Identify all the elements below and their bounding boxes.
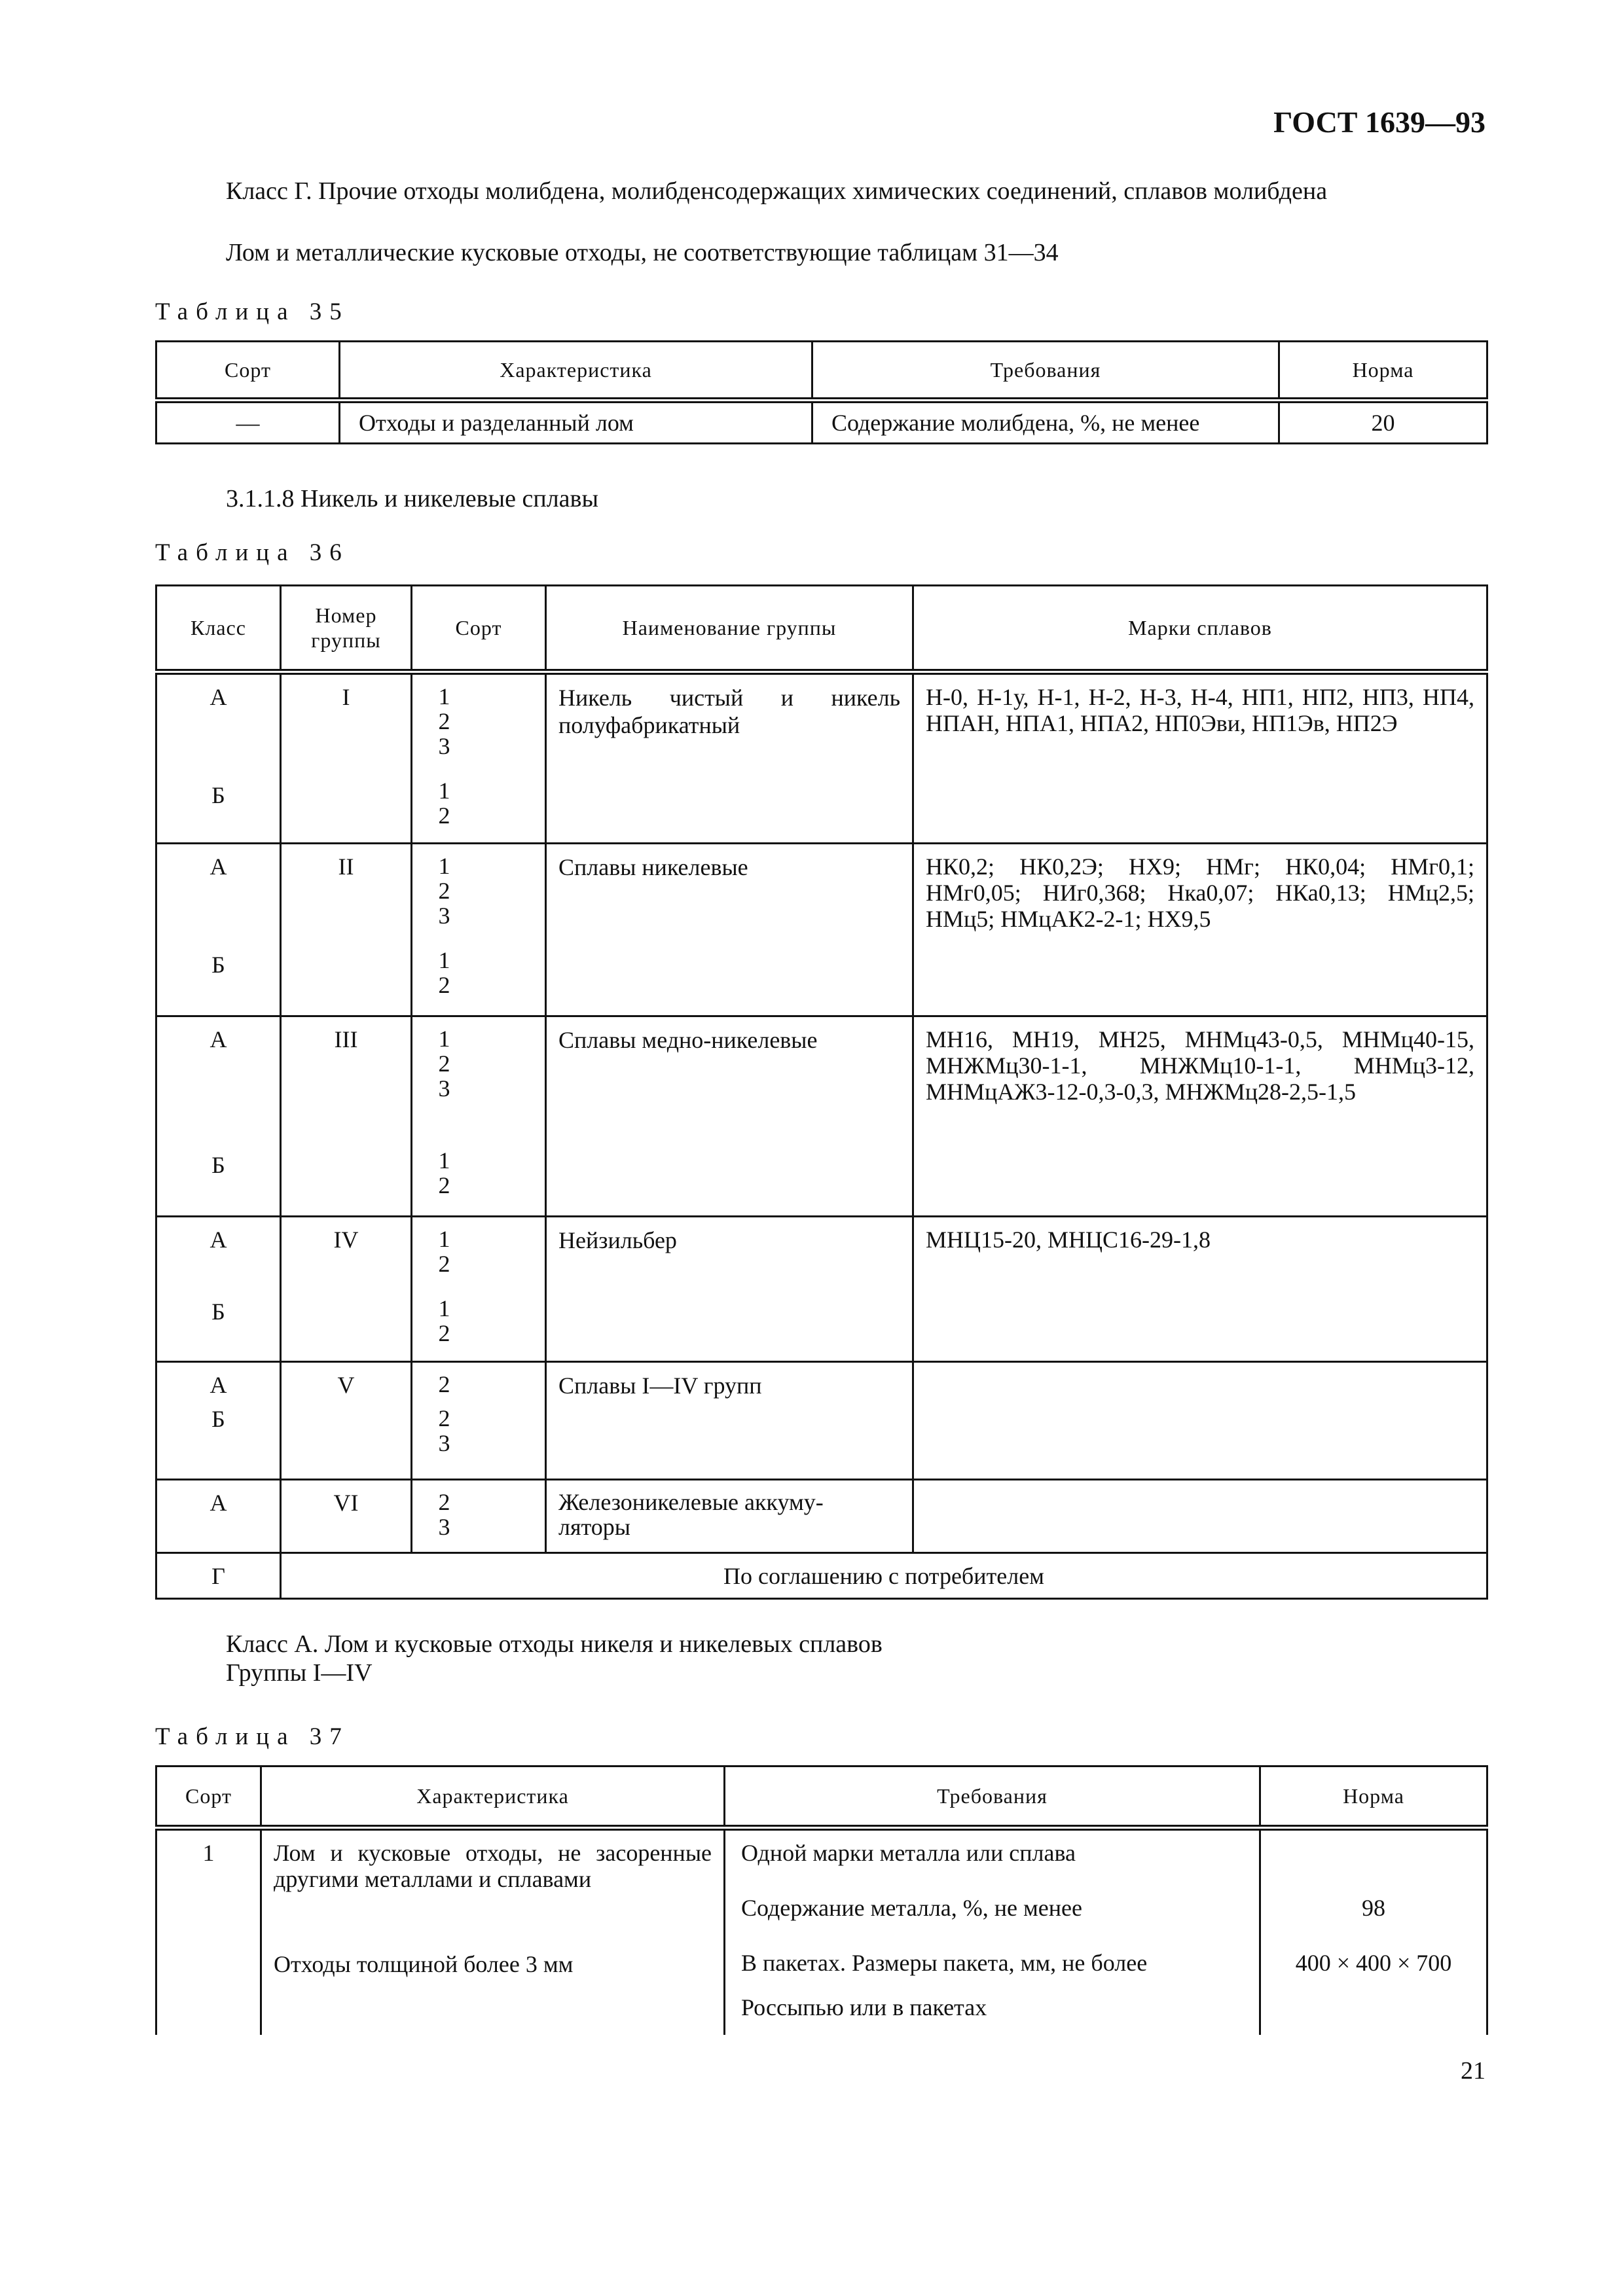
table-37-caption: Таблица 37 <box>155 1723 350 1750</box>
group-name-cell: Нейзильбер <box>546 1217 913 1362</box>
class-cell: А Б <box>156 672 281 844</box>
header-cell: Требования <box>812 342 1279 401</box>
grades-cell: Н-0, Н-1у, Н-1, Н-2, Н-3, Н-4, НП1, НП2, НП3, НП4, НПАН, НПА1, НПА2, НП0Эви, НП1Эв, НП2Э <box>913 672 1487 844</box>
header-cell: Норма <box>1260 1767 1487 1828</box>
header-cell: Требования <box>725 1767 1260 1828</box>
header-cell: Сорт <box>156 342 340 401</box>
table-row <box>156 672 1487 844</box>
header-cell: Марки сплавов <box>913 586 1487 672</box>
group-cell: II <box>281 844 412 1016</box>
norm-cell: 98 400 × 400 × 700 <box>1260 1828 1487 2035</box>
header-cell: Номер группы <box>281 586 412 672</box>
class-cell: А Б <box>156 1217 281 1362</box>
group-cell: III <box>281 1016 412 1217</box>
table-row <box>156 1016 1487 1217</box>
group-name-cell: Сплавы медно-никелевые <box>546 1016 913 1217</box>
table-cell: — <box>156 401 340 444</box>
sort-cell: 2 2 3 <box>412 1362 546 1480</box>
sort-cell: 1 2 1 2 <box>412 1217 546 1362</box>
table-37 <box>155 1765 1488 2035</box>
table-35 <box>155 340 1488 444</box>
table-header-row <box>156 586 1487 672</box>
table-cell: Содержание молибдена, %, не менее <box>812 401 1279 444</box>
group-name-cell: Никель чистый и никель полуфабрикатный <box>546 672 913 844</box>
grades-cell <box>913 1480 1487 1553</box>
header-cell: Характеристика <box>340 342 812 401</box>
header-cell: Сорт <box>156 1767 261 1828</box>
group-cell: VI <box>281 1480 412 1553</box>
class-a-paragraph <box>226 1630 1404 1687</box>
group-name-cell: Сплавы I—IV групп <box>546 1362 913 1480</box>
table-row <box>156 1217 1487 1362</box>
group-cell: V <box>281 1362 412 1480</box>
class-cell: А Б <box>156 1016 281 1217</box>
requirements-cell: Одной марки металла или сплава Содержание металла, %, не менее В пакетах. Размеры пакета, мм, не более Россыпью или в пакетах <box>725 1828 1260 2035</box>
sort-cell: 1 2 3 1 2 <box>412 1016 546 1217</box>
class-g-paragraph: Класс Г. Прочие отходы молибдена, молибденсодержащих химических соединений, сплавов молибдена <box>226 177 1328 205</box>
header-cell: Сорт <box>412 586 546 672</box>
table-row <box>156 1553 1487 1599</box>
table-cell: Отходы и разделанный лом <box>340 401 812 444</box>
agreement-cell: По соглашению с потребителем <box>281 1553 1487 1599</box>
class-cell: Г <box>156 1553 281 1599</box>
table-36-caption: Таблица 36 <box>155 539 350 566</box>
table-row <box>156 1480 1487 1553</box>
class-a-title: Класс А. Лом и кусковые отходы никеля и никелевых сплавов <box>226 1630 883 1658</box>
class-cell: А Б <box>156 844 281 1016</box>
class-cell: А <box>156 1480 281 1553</box>
table-row <box>156 1828 1487 2035</box>
document-code: ГОСТ 1639—93 <box>1273 105 1486 139</box>
sort-cell: 1 2 3 1 2 <box>412 844 546 1016</box>
grades-cell: МНЦ15-20, МНЦС16-29-1,8 <box>913 1217 1487 1362</box>
grades-cell: МН16, МН19, МН25, МНМц43-0,5, МНМц40-15, МНЖМц30-1-1, МНЖМц10-1-1, МНМц3-12, МНМцАЖ3-12-0,3-0,3, МНЖМц28-2,5-1,5 <box>913 1016 1487 1217</box>
grades-cell <box>913 1362 1487 1480</box>
sort-cell: 1 <box>156 1828 261 2035</box>
table-cell: 20 <box>1279 401 1487 444</box>
table-header-row <box>156 342 1487 401</box>
groups-title: Группы I—IV <box>226 1659 373 1687</box>
table-row <box>156 844 1487 1016</box>
page-number: 21 <box>1461 2057 1486 2085</box>
sort-cell: 2 3 <box>412 1480 546 1553</box>
characteristic-cell: Лом и кусковые отходы, не засоренные другими металлами и сплавами Отходы толщиной более 3 мм <box>261 1828 725 2035</box>
class-cell: А Б <box>156 1362 281 1480</box>
section-title: 3.1.1.8 Никель и никелевые сплавы <box>226 485 599 512</box>
header-cell: Наименование группы <box>546 586 913 672</box>
table-row <box>156 1362 1487 1480</box>
header-cell: Норма <box>1279 342 1487 401</box>
group-cell: I <box>281 672 412 844</box>
table-36 <box>155 584 1488 1600</box>
sort-cell: 1 2 3 1 2 <box>412 672 546 844</box>
header-cell: Характеристика <box>261 1767 725 1828</box>
grades-cell: НК0,2; НК0,2Э; НХ9; НМг; НК0,04; НМг0,1; НМг0,05; НИг0,368; Нка0,07; НКа0,13; НМц2,5; НМц5; НМцАК2-2-1; НХ9,5 <box>913 844 1487 1016</box>
group-name-cell: Сплавы никелевые <box>546 844 913 1016</box>
table-header-row <box>156 1767 1487 1828</box>
table-35-caption: Таблица 35 <box>155 298 350 325</box>
header-cell: Класс <box>156 586 281 672</box>
group-cell: IV <box>281 1217 412 1362</box>
scrap-paragraph: Лом и металлические кусковые отходы, не соответствующие таблицам 31—34 <box>226 239 1059 266</box>
table-row <box>156 401 1487 444</box>
group-name-cell: Железоникелевые аккуму- ляторы <box>546 1480 913 1553</box>
